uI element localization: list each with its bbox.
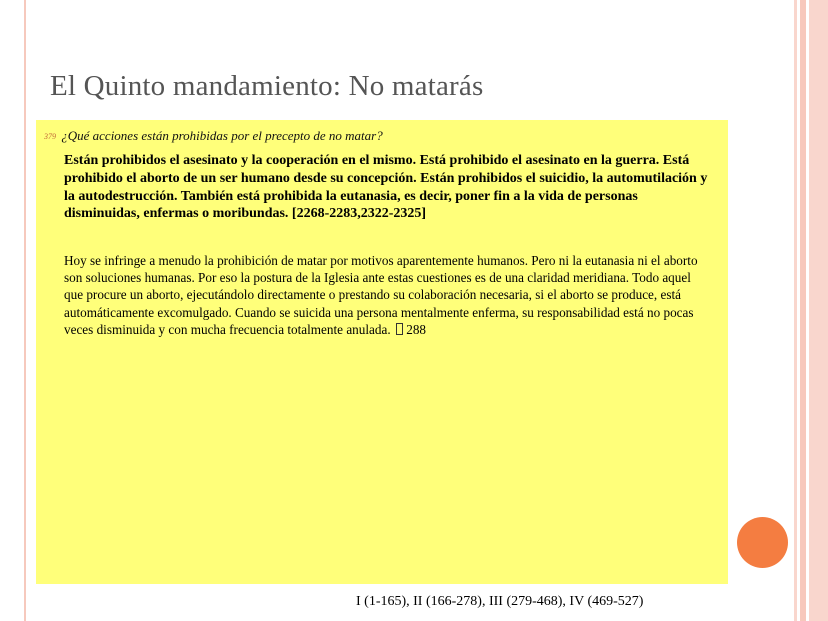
missing-glyph-icon (396, 323, 403, 335)
question-line (44, 128, 720, 144)
left-decorative-rule (24, 0, 26, 621)
page-title: El Quinto mandamiento: No matarás (50, 70, 484, 102)
footer-reference: I (1-165), II (166-278), III (279-468), IV (469-527) (356, 594, 644, 609)
answer-body-text: Hoy se infringe a menudo la prohibición de matar por motivos aparentemente humanos. Pero ni la eutanasia ni el aborto son soluciones humanas. Por eso la postura de la Iglesia ante estas cuestiones es de una claridad meridiana. Todo aquel que procure un aborto, ejecutándolo directamente o prestando su colaboración necesaria, si el aborto se produce, está automáticamente excomulgado. Cuando se suicida una persona mentalmente enferma, su responsabilidad está no pocas veces disminuida y con mucha frecuencia totalmente anulada. (64, 253, 698, 337)
answer-summary: Están prohibidos el asesinato y la cooperación en el mismo. Está prohibido el asesinato en la guerra. Está prohibido el aborto de un ser humano desde su concepción. Están prohibidos el suicidio, la automutilación y la autodestrucción. También está prohibida la eutanasia, es decir, poner fin a la vida de personas disminuidas, enfermas o moribundas. [2268-2283,2322-2325] (64, 153, 708, 222)
answer-body-reference: 288 (406, 321, 426, 337)
right-decorative-stripes (790, 0, 828, 621)
content-box (36, 120, 728, 584)
question-number: 379 (44, 132, 56, 141)
orange-circle-decoration (737, 517, 788, 568)
answer-body (64, 252, 712, 338)
question-text: ¿Qué acciones están prohibidas por el precepto de no matar? (61, 128, 383, 143)
